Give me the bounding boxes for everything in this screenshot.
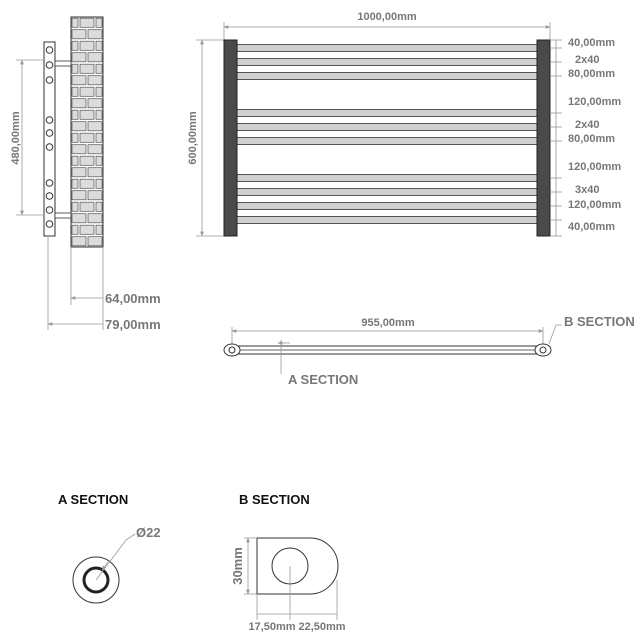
brick bbox=[72, 53, 86, 62]
right-collector bbox=[537, 40, 550, 236]
brick bbox=[72, 76, 86, 85]
brick bbox=[80, 64, 94, 73]
bolt-hole bbox=[46, 130, 53, 137]
right-dim-1: 40,00mm bbox=[568, 37, 616, 49]
brick bbox=[72, 237, 86, 246]
front-view bbox=[187, 11, 621, 236]
bolt-hole bbox=[46, 207, 53, 214]
brick bbox=[72, 191, 86, 200]
section-a-diameter: Ø22 bbox=[136, 525, 161, 540]
brick bbox=[80, 18, 94, 27]
brick bbox=[96, 225, 102, 234]
section-a-detail bbox=[58, 492, 161, 603]
side-view bbox=[10, 17, 161, 332]
brick bbox=[72, 225, 78, 234]
section-a-callout: A SECTION bbox=[288, 372, 359, 387]
right-dim-6: 80,00mm bbox=[568, 133, 616, 145]
bottom-view bbox=[224, 314, 635, 387]
heating-bar bbox=[237, 59, 537, 66]
left-collector bbox=[224, 40, 237, 236]
bolt-hole bbox=[46, 47, 53, 54]
right-dim-4: 120,00mm bbox=[568, 96, 622, 108]
brick bbox=[72, 156, 78, 165]
bracket-bottom bbox=[55, 213, 71, 218]
section-b-callout: B SECTION bbox=[564, 314, 635, 329]
brick bbox=[80, 41, 94, 50]
depth-inner-label: 64,00mm bbox=[105, 291, 161, 306]
heating-bar bbox=[237, 138, 537, 145]
heating-bar bbox=[237, 45, 537, 52]
brick bbox=[72, 99, 86, 108]
brick bbox=[80, 225, 94, 234]
brick bbox=[80, 179, 94, 188]
brick bbox=[88, 53, 102, 62]
heating-bar bbox=[237, 124, 537, 131]
brick bbox=[96, 41, 102, 50]
brick bbox=[88, 30, 102, 39]
brick bbox=[88, 214, 102, 223]
brick bbox=[96, 156, 102, 165]
brick bbox=[88, 191, 102, 200]
heating-bars bbox=[237, 45, 537, 224]
brick bbox=[80, 110, 94, 119]
brick bbox=[80, 202, 94, 211]
brick bbox=[72, 41, 78, 50]
brick bbox=[72, 202, 78, 211]
brick bbox=[72, 179, 78, 188]
right-dim-10: 40,00mm bbox=[568, 221, 616, 233]
brick bbox=[96, 110, 102, 119]
section-b-right-dim: 22,50mm bbox=[298, 621, 346, 633]
heating-bar bbox=[237, 110, 537, 117]
bolt-hole bbox=[46, 180, 53, 187]
depth-outer-label: 79,00mm bbox=[105, 317, 161, 332]
right-dim-5: 2x40 bbox=[575, 119, 600, 131]
brick bbox=[96, 87, 102, 96]
brick bbox=[88, 145, 102, 154]
section-b-title: B SECTION bbox=[239, 492, 310, 507]
right-dim-7: 120,00mm bbox=[568, 161, 622, 173]
brick bbox=[80, 156, 94, 165]
bolt-hole bbox=[46, 62, 53, 69]
brick bbox=[96, 202, 102, 211]
brick bbox=[96, 133, 102, 142]
section-b-detail bbox=[230, 492, 346, 633]
section-a-title: A SECTION bbox=[58, 492, 129, 507]
heating-bar bbox=[237, 217, 537, 224]
bolt-hole bbox=[46, 117, 53, 124]
right-dim-3: 80,00mm bbox=[568, 68, 616, 80]
front-height-label: 600,00mm bbox=[187, 111, 199, 165]
heating-bar bbox=[237, 175, 537, 182]
brick bbox=[72, 133, 78, 142]
brick bbox=[72, 145, 86, 154]
front-width-label: 1000,00mm bbox=[357, 11, 417, 23]
heating-bar bbox=[237, 73, 537, 80]
side-height-label: 480,00mm bbox=[10, 111, 22, 165]
brick bbox=[88, 237, 102, 246]
brick bbox=[96, 64, 102, 73]
heating-bar bbox=[237, 203, 537, 210]
right-dim-9: 120,00mm bbox=[568, 199, 622, 211]
brick bbox=[72, 214, 86, 223]
brick bbox=[88, 99, 102, 108]
bracket-top bbox=[55, 61, 71, 66]
heating-bar bbox=[237, 189, 537, 196]
bolt-hole bbox=[46, 193, 53, 200]
brick bbox=[80, 133, 94, 142]
brick bbox=[96, 18, 102, 27]
bolt-hole bbox=[46, 77, 53, 84]
brick-wall bbox=[71, 17, 103, 247]
brick bbox=[72, 122, 86, 131]
brick bbox=[72, 30, 86, 39]
right-dim-8: 3x40 bbox=[575, 184, 600, 196]
bolt-hole bbox=[46, 144, 53, 151]
section-b-left-dim: 17,50mm bbox=[248, 621, 296, 633]
section-b-height: 30mm bbox=[230, 547, 245, 585]
brick bbox=[80, 87, 94, 96]
brick bbox=[72, 110, 78, 119]
brick bbox=[88, 76, 102, 85]
brick bbox=[72, 168, 86, 177]
brick bbox=[72, 64, 78, 73]
right-dim-2: 2x40 bbox=[575, 54, 600, 66]
brick bbox=[96, 179, 102, 188]
bolt-hole bbox=[46, 221, 53, 228]
brick bbox=[88, 168, 102, 177]
bottom-width-label: 955,00mm bbox=[361, 317, 415, 329]
brick bbox=[88, 122, 102, 131]
brick bbox=[72, 87, 78, 96]
brick bbox=[72, 18, 78, 27]
